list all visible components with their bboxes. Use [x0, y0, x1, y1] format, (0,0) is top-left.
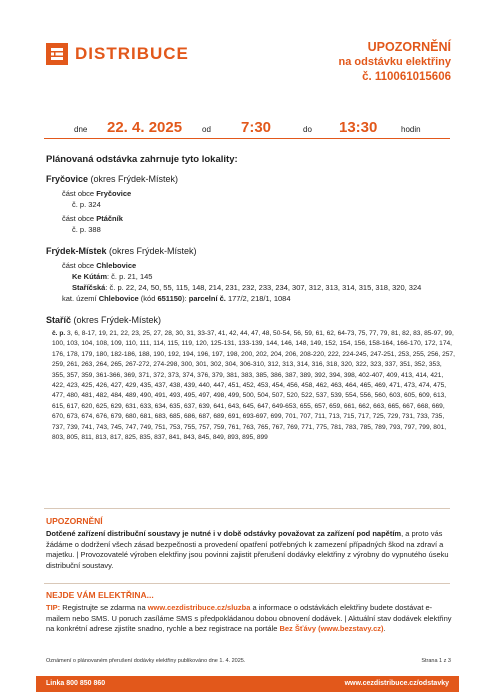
footer-url[interactable]: www.cezdistribuce.cz/odstavky	[344, 680, 449, 687]
part-name: Chlebovice	[96, 261, 137, 270]
town-district: (okres Frýdek-Místek)	[106, 246, 197, 256]
street-staricska	[46, 282, 456, 293]
town-name: Staříč	[46, 315, 72, 325]
cadastre-code: 651150	[157, 294, 183, 303]
publication-note: Oznámení o plánovaném přerušení dodávky elektřiny publikováno dne 1. 4. 2025.	[46, 658, 246, 664]
notice-header	[339, 40, 452, 85]
outage-date: 22. 4. 2025	[107, 119, 183, 136]
tip-body: Registrujte se zdarma na	[60, 602, 148, 612]
cadastre-code-pre: (kód	[138, 294, 158, 303]
part-label: část obce	[62, 189, 97, 198]
street-values: : č. p. 21, 145	[107, 272, 153, 281]
warning-section	[46, 516, 456, 572]
to-time: 13:30	[339, 119, 378, 136]
warning-text	[46, 529, 456, 572]
warning-title: UPOZORNĚNÍ	[46, 516, 103, 526]
tip-body: a informace o odstávkách elektřiny budete dostávat e-mailem nebo SMS. U poruch zasíláme SMS s předpokládanou dobou obnovení dodávek. | Aktuální stav dodávek elektřiny na konkrétní adrese zjistíte snadno, rychle a bez registrace na portále	[46, 602, 452, 634]
part-ptacnik	[46, 213, 456, 224]
town-name: Frýdek-Místek	[46, 246, 107, 256]
registration-link[interactable]: www.cezdistribuce.cz/sluzba	[147, 602, 251, 612]
cadastre-line	[46, 293, 456, 304]
schedule-line	[44, 118, 450, 139]
part-cp: č. p. 388	[72, 225, 101, 234]
street-ke-kutam	[46, 271, 456, 282]
hour-label: hodin	[401, 125, 421, 134]
notice-number: č. 110061015606	[362, 71, 451, 83]
tip-section	[46, 590, 456, 635]
part-chlebovice	[46, 260, 456, 271]
cadastre-prefix: kat. území	[62, 294, 99, 303]
divider	[44, 583, 450, 584]
staric-house-numbers	[46, 329, 456, 443]
part-name: Fryčovice	[96, 189, 132, 198]
bezstavy-link[interactable]: Bez Šťávy (www.bezstavy.cz)	[279, 624, 384, 634]
town-district: (okres Frýdek-Místek)	[71, 315, 162, 325]
part-frycovice	[46, 188, 456, 199]
part-name: Ptáčník	[96, 214, 123, 223]
tip-title: NEJDE VÁM ELEKTŘINA...	[46, 590, 154, 600]
locations	[46, 154, 456, 443]
tip-body: .	[383, 624, 386, 634]
part-label: část obce	[62, 261, 97, 270]
warning-bold: Dotčené zařízení distribuční soustavy je nutné i v době odstávky považovat za zařízení pod napětím	[46, 528, 402, 538]
part-cp: č. p. 324	[72, 200, 101, 209]
town-name: Fryčovice	[46, 174, 89, 184]
warning-body: , a proto vás žádáme o dodržení všech zásad bezpečnosti a provedení opatření potřebných k zamezení případných škod na zdraví a majetku. | Provozovatelé výroben elektřiny jsou povinni zajistit přerušení dodávky elektřiny z výrobny do vypnutého úseku distribuční soustavy.	[46, 528, 449, 571]
date-label: dne	[74, 125, 88, 134]
notice-subtitle: na odstávku elektřiny	[338, 56, 451, 68]
from-label: od	[202, 125, 211, 134]
cp-label: č. p.	[52, 330, 66, 337]
phone-line: Linka 800 850 860	[46, 680, 106, 687]
locations-intro: Plánovaná odstávka zahrnuje tyto lokality:	[46, 154, 238, 165]
street-values: : č. p. 22, 24, 50, 55, 115, 148, 214, 231, 232, 233, 234, 307, 312, 313, 314, 315, 318, 320, 324	[105, 283, 422, 292]
street-name: Staříčská	[72, 283, 106, 292]
town-frydek-mistek	[46, 246, 456, 257]
logo-text: DISTRIBUCE	[75, 44, 189, 63]
footer-bar	[36, 676, 459, 692]
part-label: část obce	[62, 214, 97, 223]
tip-label: TIP:	[46, 602, 61, 612]
logo	[46, 43, 189, 65]
tip-text	[46, 603, 456, 635]
town-staric	[46, 315, 456, 326]
town-frycovice	[46, 174, 456, 185]
street-name: Ke Kútám	[72, 272, 108, 281]
cez-logo-icon	[46, 43, 68, 65]
to-label: do	[303, 125, 312, 134]
cp-values: 3, 6, 8-17, 19, 21, 22, 23, 25, 27, 28, 30, 31, 33-37, 41, 42, 44, 47, 48, 50-54, 56, 59, 61, 62, 64-73, 75, 77, 79, 81, 82, 83, 85-97, 99, 100, 103, 104, 108, 109, 110, 111, 114, 115, 119, 120, 125-131, 133-139, 144, 146, 148, 149, 152, 154, 156, 158-164, 166-170, 172, 174, 176, 178, 179, 180, 182-186, 188, 190, 192, 194, 196, 197, 198, 200, 202, 204, 206, 208-220, 222, 224-245, 247-251, 253, 255, 256, 257, 259, 261, 263, 264, 265, 267-272, 274-298, 300, 301, 302, 304, 306-310, 312, 313, 314, 316, 318, 320, 322, 323, 337, 351, 352, 353, 355, 357, 359, 361-366, 369, 371, 372, 373, 374, 376, 379, 381, 383, 385, 386, 387, 389, 392, 394, 398, 402-407, 409, 413, 414, 421, 422, 423, 425, 426, 427, 429, 435, 437, 438, 439, 440, 447, 451, 452, 453, 454, 456, 458, 462, 463, 464, 465, 469, 471, 473, 474, 475, 477, 480, 481, 482, 484, 489, 490, 491, 493, 495, 497, 498, 499, 500, 504, 507, 520, 522, 537, 539, 554, 556, 560, 603, 605, 609, 613, 615, 617, 620, 625, 629, 631, 633, 634, 635, 637, 639, 641, 643, 645, 647, 649-653, 655, 657, 659, 661, 662, 663, 665, 667, 668, 669, 670, 673, 674, 676, 679, 680, 681, 683, 685, 686, 687, 689, 691, 693-697, 699, 701, 707, 711, 713, 715, 717, 725, 729, 731, 733, 735, 737, 739, 741, 743, 745, 747, 749, 751, 753, 755, 757, 759, 761, 763, 765, 767, 769, 771, 775, 781, 783, 785, 789, 793, 797, 799, 801, 803, 805, 811, 813, 817, 825, 835, 837, 841, 843, 845, 849, 893, 895, 899	[52, 330, 455, 442]
page-number: Strana 1 z 3	[421, 658, 451, 664]
divider	[44, 508, 450, 509]
from-time: 7:30	[241, 119, 272, 136]
cadastre-name: Chlebovice	[98, 294, 139, 303]
town-district: (okres Frýdek-Místek)	[88, 174, 179, 184]
cadastre-code-post: ):	[182, 294, 189, 303]
parcel-label: parcelní č.	[188, 294, 226, 303]
parcel-values: 177/2, 218/1, 1084	[225, 294, 291, 303]
notice-title: UPOZORNĚNÍ	[367, 40, 451, 54]
